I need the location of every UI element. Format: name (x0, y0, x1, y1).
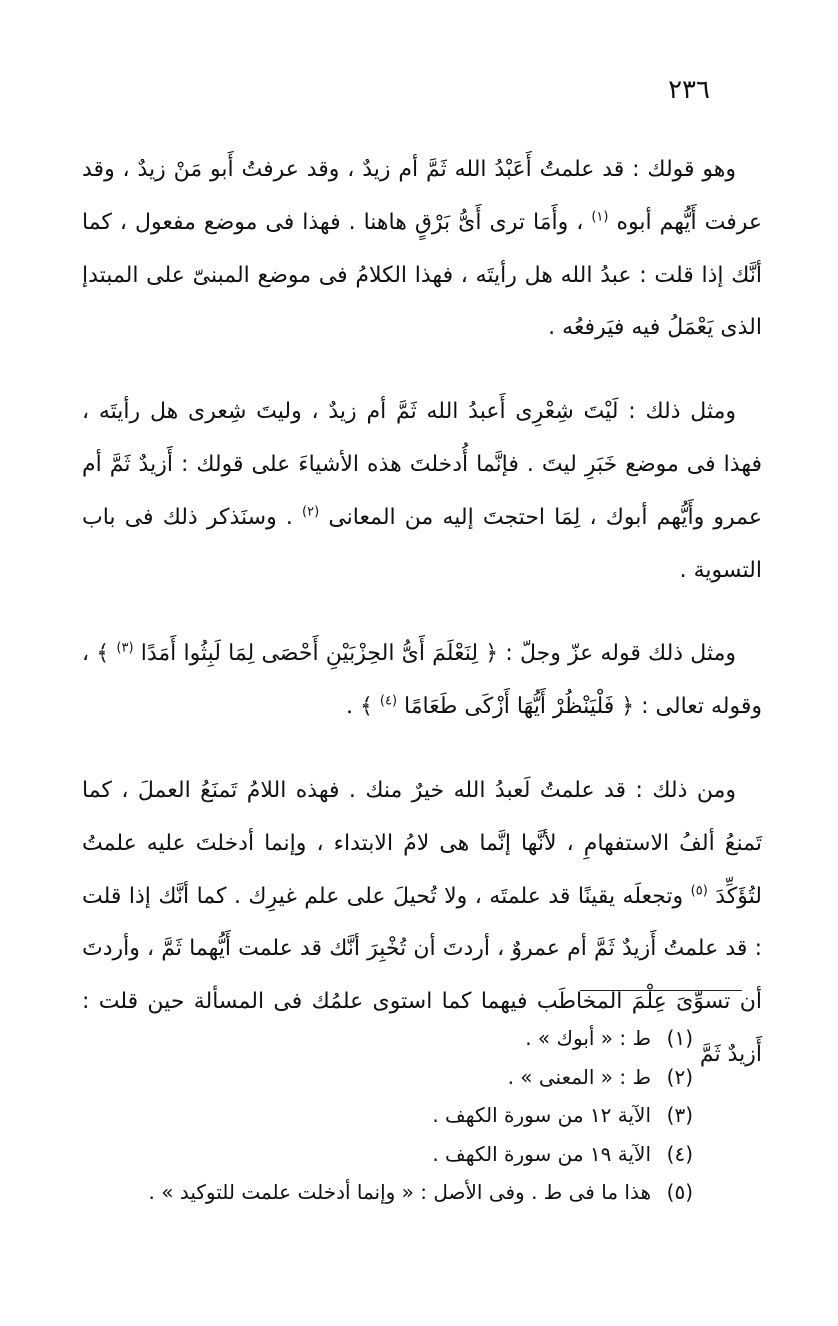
text-run: وتجعلَه يقينًا قد علمتَه ، ولا تُحيلَ على علم غيرِك . كما أنَّك إذا قلت : قد علمتُ أَزيدٌ ثَمَّ أم عمروٌ ، أردتَ أن تُخْبِرَ أنَّك قد علمت أَيُّهما ثَمَّ ، وأردتَ أن تسوِّىَ عِلْمَ المخاطَب فيهما كما استوى علمُك فى المسألة حين قلت : أَزيدٌ ثَمَّ (82, 883, 762, 1067)
text-run: ، وأَمَا ترى أَىُّ بَرْقٍ هاهنا . فهذا فى موضع مفعول ، كما أنَّك إذا قلت : عبدُ الله هل رأيتَه ، فهذا الكلامُ فى موضع المبنىّ على المبتدإ الذى يَعْمَلُ فيه فيَرفعُه . (82, 209, 762, 341)
text-run: ومن ذلك : قد علمتُ لَعبدُ الله خيرٌ منك . فهذه اللامُ تَمنَعُ العملَ ، كما تَمنعُ ألفُ الاستفهامِ ، لأنَّها إنَّما هى لامُ الابتداء ، وإنما أدخلتَ عليه علمتُ لتُؤَكِّدَ (82, 777, 762, 909)
text-run: ومثل ذلك قوله عزّ وجلّ : (498, 641, 737, 667)
footnote-text: ط : « المعنى » . (507, 1064, 651, 1089)
footnote-ref-3: (٣) (116, 641, 134, 657)
footnote-number: (٥) (666, 1180, 693, 1204)
footnote-item (133, 1019, 693, 1058)
text-run: . وسنَذكر ذلك فى باب التسوية . (82, 504, 762, 583)
footnote-item (133, 1135, 693, 1174)
footnote-item (133, 1058, 693, 1097)
footnote-ref-4: (٤) (379, 693, 398, 709)
footnote-text: الآية ١٢ من سورة الكهف . (432, 1103, 651, 1127)
paragraph-2 (82, 386, 762, 597)
quran-quote-2: ﴿ فَلْيَنْظُرْ أَيُّهَا أَزْكَى طَعَامًا (397, 694, 635, 720)
footnote-text: ط : « أبوك » . (525, 1026, 651, 1050)
footnote-ref-1: (١) (591, 209, 609, 225)
footnote-ref-5: (٥) (690, 883, 708, 899)
page-number: ٢٣٦ (668, 75, 710, 105)
quran-bracket-close: ﴾ (96, 641, 117, 667)
footnote-separator (580, 990, 742, 991)
quran-bracket-close: ﴾ . (346, 694, 380, 720)
footnote-number: (٢) (666, 1064, 693, 1089)
text-run: ، وقوله تعالى : (82, 641, 762, 720)
text-run: وهو قولك : قد علمتُ أَعَبْدُ الله ثَمَّ أم زيدٌ ، وقد عرفتُ أَبو مَنْ زيدٌ ، وقد عرفت أَيُّهم أبوه (82, 157, 763, 235)
footnote-number: (٣) (666, 1103, 693, 1127)
footnote-item (133, 1173, 693, 1212)
text-run: ومثل ذلك : لَيْتَ شِعْرِى أَعبدُ الله ثَمَّ أم زيدٌ ، وليتَ شِعرى هل رأيتَه ، فهذا فى موضع خَبَرِ ليتَ . فإنَّما أُدخلتَ هذه الأشياءَ على قولك : أَزيدٌ ثَمَّ أم عمرو وأَيُّهم أبوك ، لِمَا احتجتَ إليه من المعانى (82, 399, 762, 530)
footnote-number: (١) (666, 1026, 693, 1050)
footnote-text: الآية ١٩ من سورة الكهف . (432, 1141, 651, 1166)
footnote-text: هذا ما فى ط . وفى الأصل : « وإنما أدخلت علمت للتوكيد » . (148, 1180, 651, 1204)
main-text (82, 144, 762, 1113)
footnote-number: (٤) (666, 1141, 693, 1166)
quran-quote-1: ﴿ لِنَعْلَمَ أَىُّ الحِزْبَيْنِ أَحْصَى لِمَا لَبِثُوا أَمَدًا (133, 641, 499, 667)
footnote-item (133, 1096, 693, 1135)
footnote-ref-2: (٢) (302, 504, 320, 520)
paragraph-1 (82, 144, 762, 355)
footnotes-list (133, 1019, 693, 1212)
paragraph-3 (82, 628, 762, 734)
